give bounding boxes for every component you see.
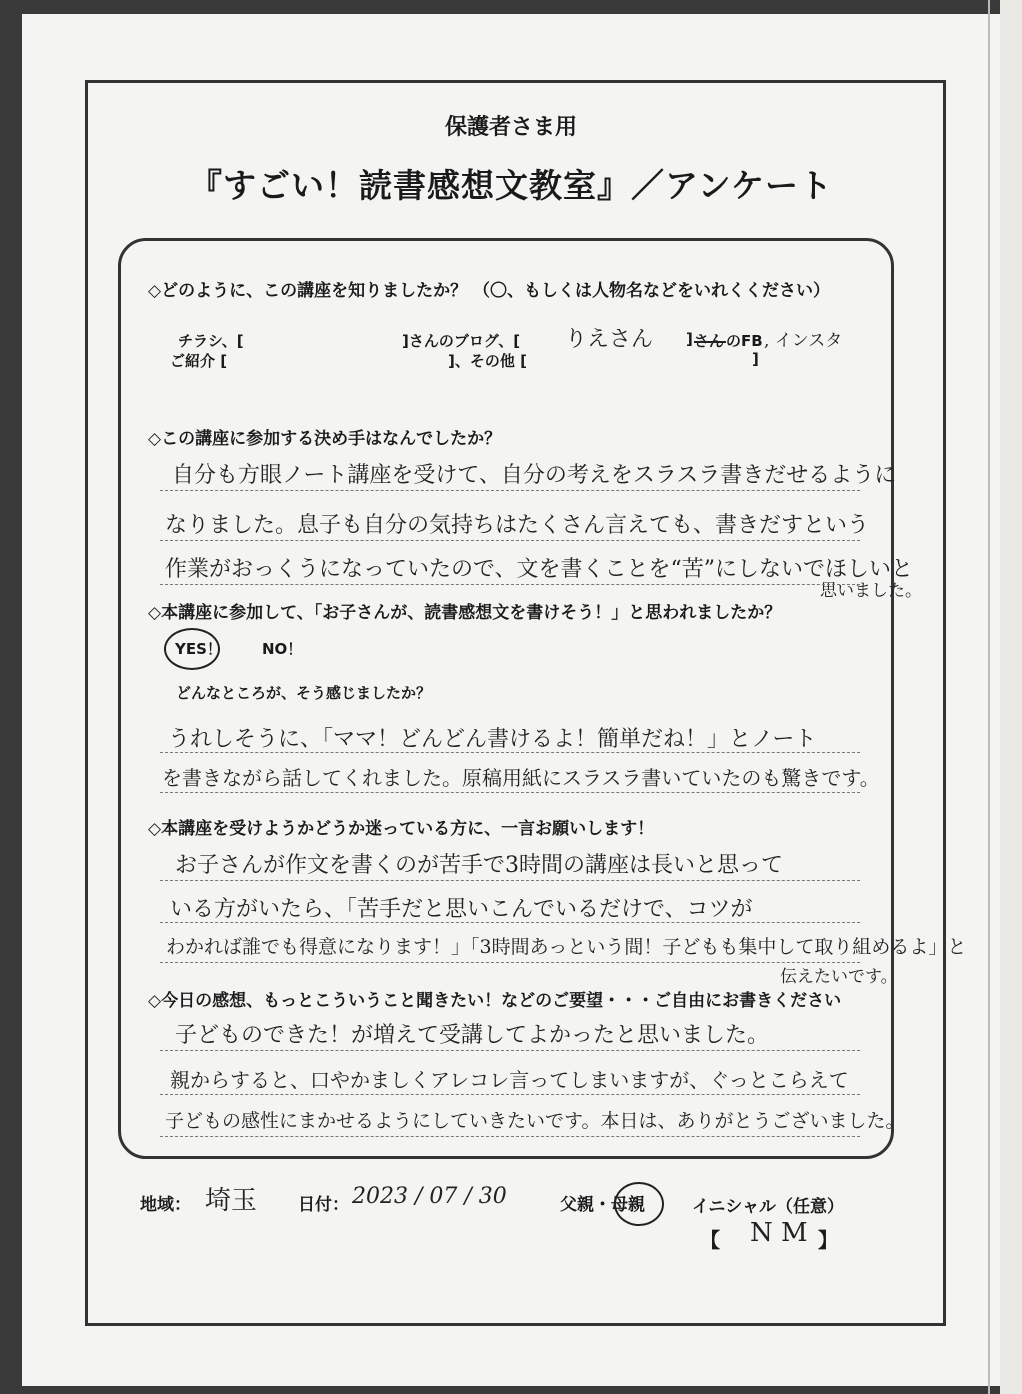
q5-question: ◇今日の感想、もっとこういうこと聞きたい！などのご要望・・・ご自由にお書きください bbox=[148, 991, 842, 1011]
q3-no-option: NO！ bbox=[262, 640, 303, 658]
q5-rule-2 bbox=[160, 1094, 860, 1095]
q2-rule-2 bbox=[160, 540, 860, 541]
q1-intro-label: ご紹介 [ bbox=[170, 352, 228, 370]
q2-rule-1 bbox=[160, 490, 860, 491]
q1-insta-answer: , インスタ bbox=[764, 331, 843, 351]
q1-flyer-label: チラシ、[ bbox=[178, 332, 244, 350]
q1-other-bracket: ] bbox=[752, 350, 759, 368]
q3-answer-line-1: うれしそうに、「ママ！どんどん書けるよ！簡単だね！」とノート bbox=[168, 727, 817, 752]
initial-value: N M bbox=[750, 1218, 808, 1248]
region-value: 埼玉 bbox=[205, 1186, 258, 1216]
q2-answer-line-1: 自分も方眼ノート講座を受けて、自分の考えをスラスラ書きだせるように bbox=[172, 463, 897, 488]
q1-fb-strikethrough bbox=[694, 341, 726, 343]
adjacent-sheet-edge bbox=[1000, 0, 1022, 1394]
q5-answer-line-2: 親からすると、口やかましくアレコレ言ってしまいますが、ぐっとこらえて bbox=[170, 1068, 849, 1092]
q1-fb-label: のFB bbox=[726, 332, 763, 350]
q5-rule-3 bbox=[160, 1136, 860, 1137]
q1-blog-answer: りえさん bbox=[565, 327, 654, 352]
q5-answer-line-1: 子どものできた！が増えて受講してよかったと思いました。 bbox=[175, 1023, 770, 1048]
paper-fold-line bbox=[988, 0, 990, 1394]
q5-answer-line-3: 子どもの感性にまかせるようにしていきたいです。本日は、ありがとうございました。 bbox=[165, 1110, 905, 1132]
q1-blog-label: ]さんのブログ、[ bbox=[402, 332, 521, 350]
q4-answer-line-2: いる方がいたら、「苦手だと思いこんでいるだけで、コツが bbox=[170, 897, 753, 922]
form-subtitle: 保護者さま用 bbox=[444, 115, 577, 140]
q4-rule-3 bbox=[160, 962, 860, 963]
date-value: 2023 / 07 / 30 bbox=[352, 1184, 507, 1209]
q1-fb-bracket: ] bbox=[686, 330, 693, 348]
q5-rule-1 bbox=[160, 1050, 860, 1051]
q2-answer-line-4: 思いました。 bbox=[820, 581, 922, 601]
q2-answer-line-3: 作業がおっくうになっていたので、文を書くことを“苦”にしないでほしいと bbox=[165, 557, 914, 582]
q4-question: ◇本講座を受けようかどうか迷っている方に、一言お願いします！ bbox=[148, 819, 655, 839]
q4-answer-line-3: わかれば誰でも得意になります！」「3時間あっという間！子どもも集中して取り組めるよ」と bbox=[166, 936, 967, 958]
q3-yes-option: YES！ bbox=[175, 640, 222, 658]
q1-question: ◇どのように、この講座を知りましたか？ （〇、もしくは人物名などをいれくください） bbox=[148, 281, 830, 301]
q3-rule-2 bbox=[160, 792, 860, 793]
date-label: 日付： bbox=[298, 1195, 349, 1215]
initial-label: イニシャル（任意） bbox=[692, 1197, 844, 1217]
q3-followup: どんなところが、そう感じましたか？ bbox=[176, 684, 432, 702]
initial-open-bracket: 【 bbox=[700, 1228, 720, 1252]
q2-question: ◇この講座に参加する決め手はなんでしたか？ bbox=[148, 429, 502, 449]
parent-label: 父親・母親 bbox=[560, 1195, 645, 1215]
q4-rule-2 bbox=[160, 922, 860, 923]
q4-rule-1 bbox=[160, 880, 860, 881]
q3-rule-1 bbox=[160, 752, 860, 753]
form-title: 『すごい！読書感想文教室』／アンケート bbox=[188, 166, 834, 205]
q4-answer-line-1: お子さんが作文を書くのが苦手で3時間の講座は長いと思って bbox=[175, 853, 783, 878]
initial-close-bracket: 】 bbox=[818, 1228, 838, 1252]
q1-other-label: ]、その他 [ bbox=[448, 352, 527, 370]
region-label: 地域： bbox=[140, 1195, 191, 1215]
q2-rule-3 bbox=[160, 584, 860, 585]
q3-answer-line-2: を書きながら話してくれました。原稿用紙にスラスラ書いていたのも驚きです。 bbox=[162, 766, 880, 790]
q1-fb-struck-text: さん bbox=[694, 332, 725, 350]
q4-answer-line-4: 伝えたいです。 bbox=[780, 967, 898, 987]
q2-answer-line-2: なりました。息子も自分の気持ちはたくさん言えても、書きだすという bbox=[165, 513, 870, 538]
mother-circle-mark bbox=[614, 1182, 664, 1226]
q3-question: ◇本講座に参加して、「お子さんが、読書感想文を書けそう！」と思われましたか？ bbox=[148, 603, 782, 623]
